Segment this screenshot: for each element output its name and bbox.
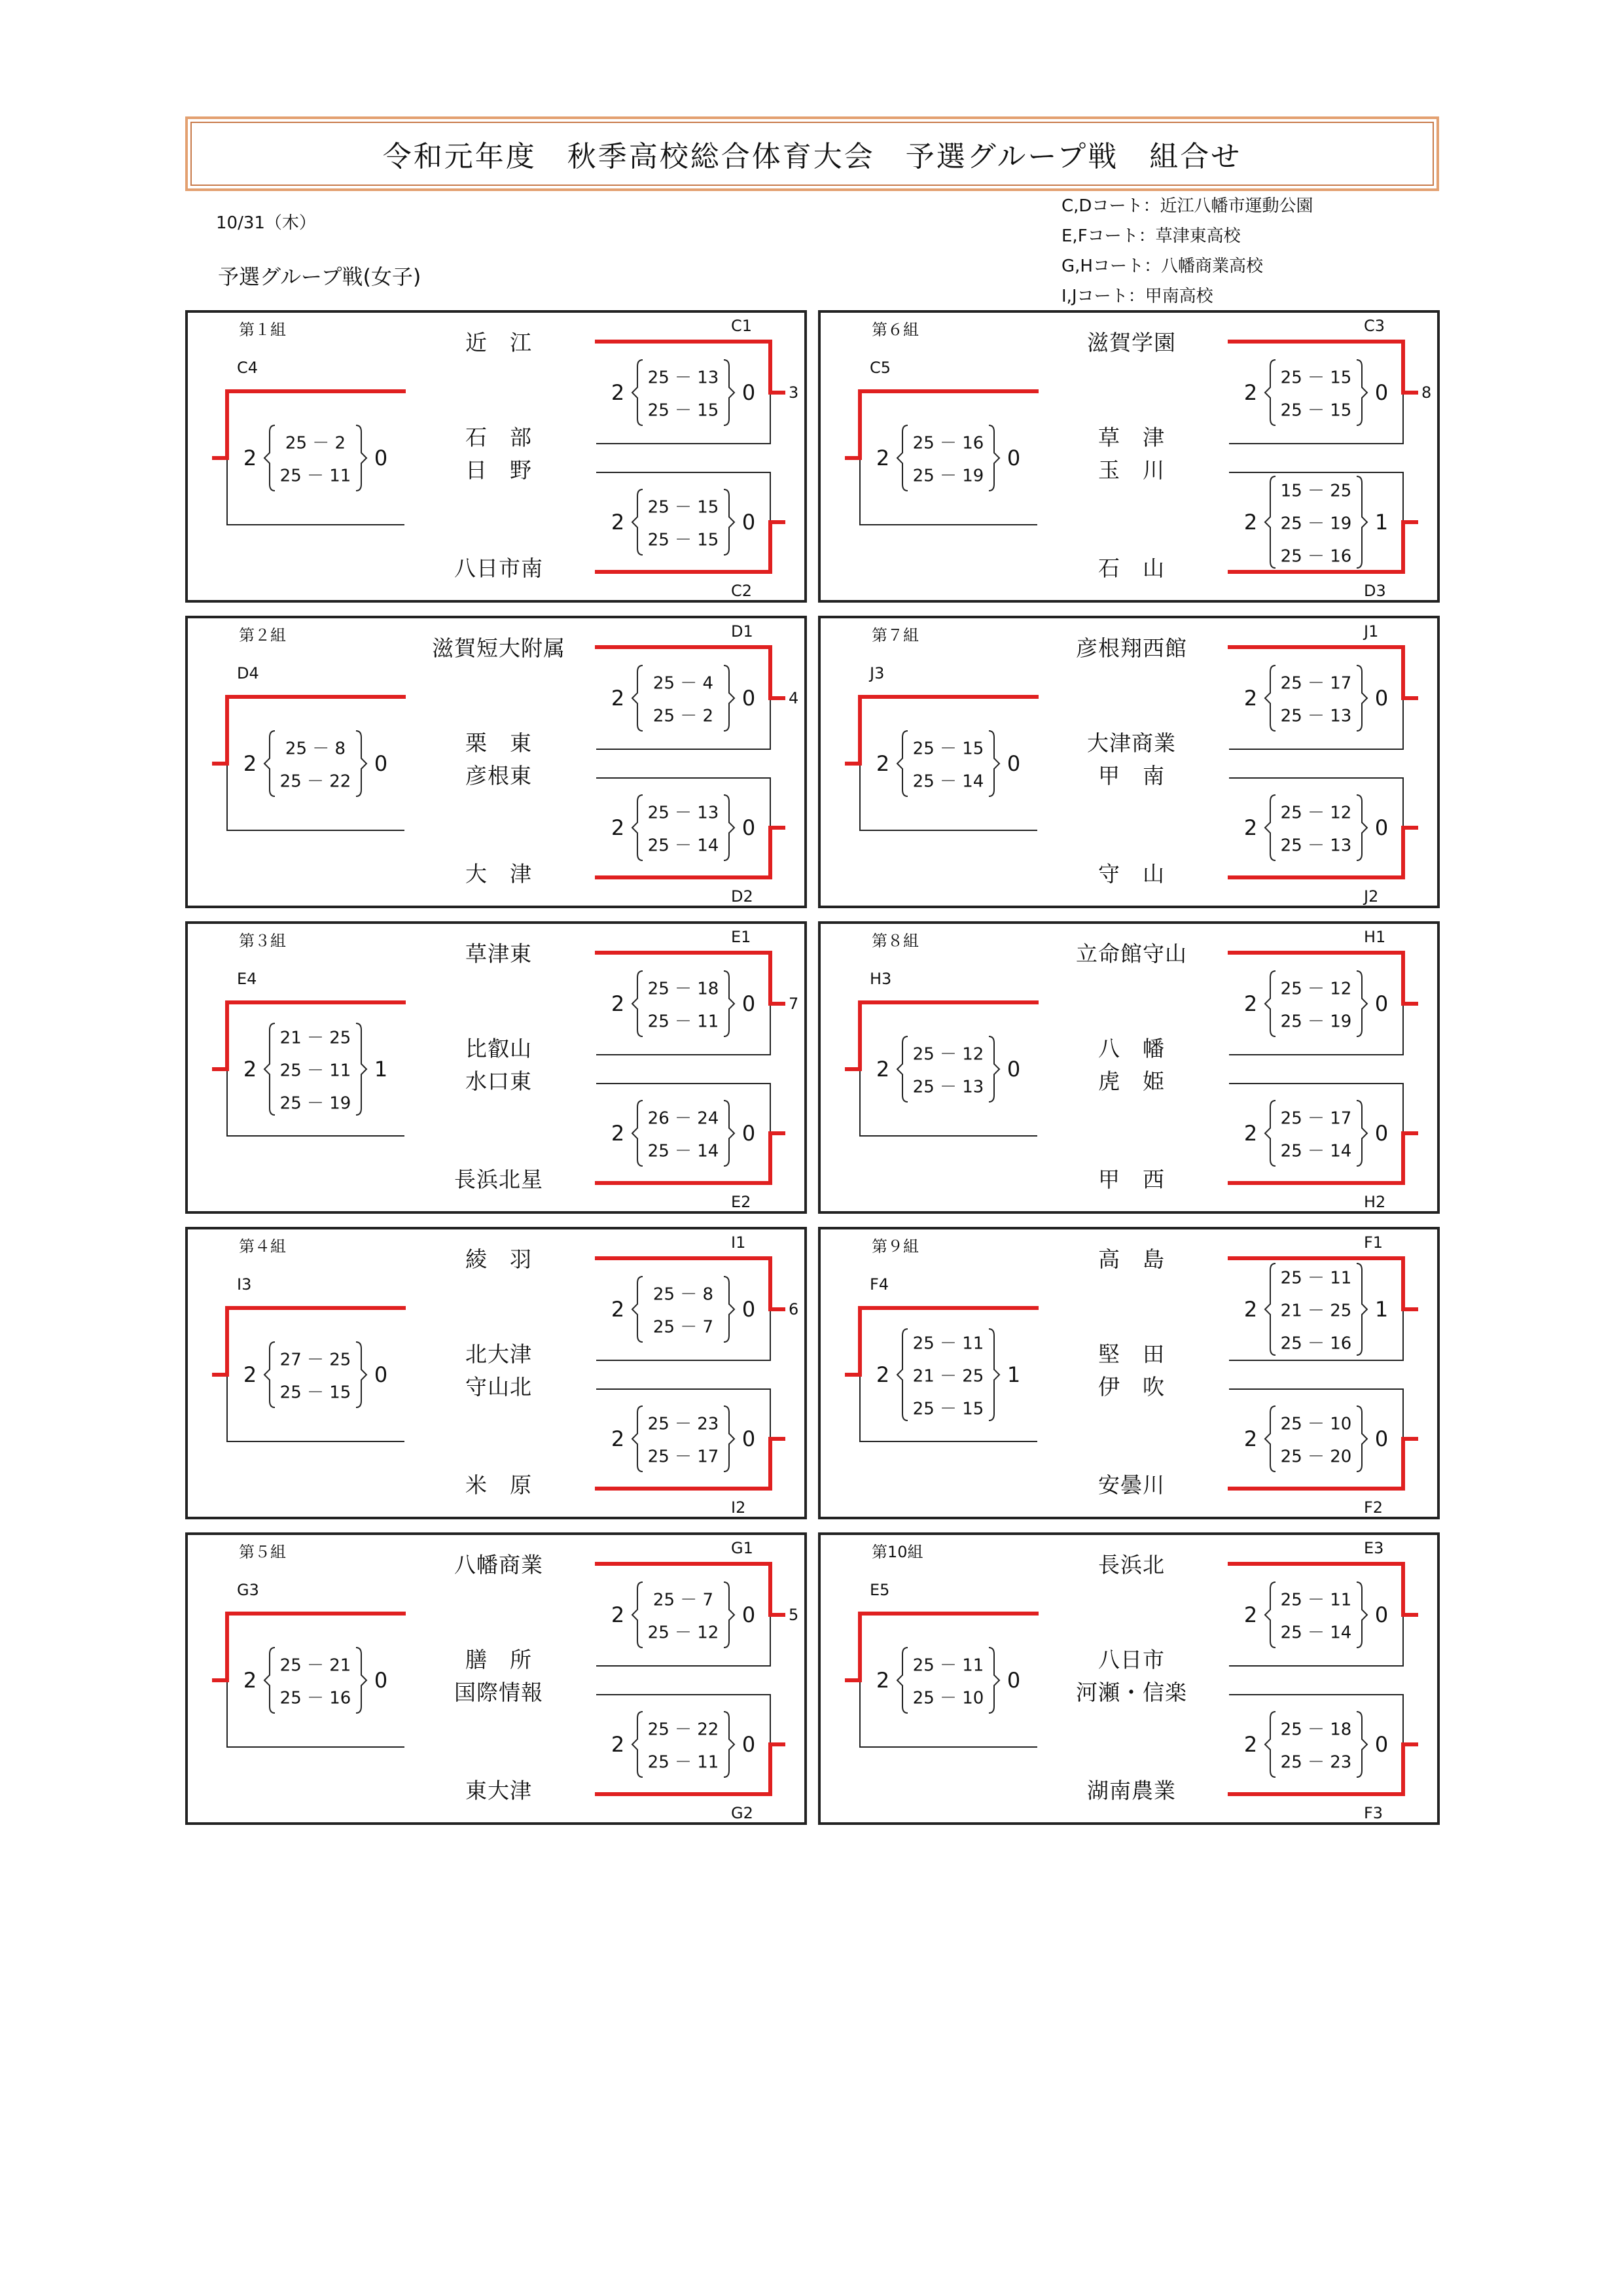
sets-won-a: 2 [1243,380,1258,405]
set-score: 25 － 20 [1280,1447,1352,1467]
team-name: 栗 東 [465,730,532,756]
sets-won-a: 2 [243,446,257,470]
brace-right [724,971,734,1036]
brace-left [264,425,275,491]
set-score: 25 － 13 [912,1077,984,1097]
court-match-label: C5 [870,359,891,377]
set-score: 21 － 25 [912,1366,984,1386]
team-name: 彦根東 [465,763,532,788]
team-name: 草津東 [465,941,532,966]
set-score: 25 － 22 [647,1720,719,1740]
brace-right [1357,1582,1367,1648]
brace-left [897,731,908,796]
brace-right [1357,1263,1367,1355]
sets-won-b: 0 [1007,1668,1021,1693]
sets-won-b: 0 [1374,991,1389,1016]
set-score: 25 － 8 [285,739,346,759]
court-line: G,Hコート：八幡商業高校 [1061,256,1263,276]
team-name: 伊 吹 [1098,1374,1165,1400]
group-label: 第９組 [872,1237,919,1256]
brace-right [1357,476,1367,568]
sets-won-b: 0 [1374,1426,1389,1451]
set-score: 25 － 18 [647,979,719,999]
title-box [185,116,1439,191]
set-score: 25 － 12 [1280,979,1352,999]
match-date: 10/31（木） [216,213,316,233]
group-box [185,1227,807,1519]
set-score: 25 － 11 [647,1752,719,1773]
court-match-label: D3 [1364,582,1386,600]
brace-right [1357,1101,1367,1166]
set-score: 25 － 11 [279,1061,351,1081]
group-label: 第３組 [239,932,286,950]
group-label: 第７組 [872,626,919,645]
sets-won-a: 2 [611,815,625,840]
sets-won-a: 2 [243,751,257,776]
group-label: 第４組 [239,1237,286,1256]
court-match-label: F1 [1364,1233,1383,1252]
sets-won-a: 2 [611,510,625,535]
brace-left [264,1648,275,1713]
sets-won-b: 1 [374,1057,388,1082]
sets-won-b: 0 [1374,815,1389,840]
set-score: 21 － 25 [279,1028,351,1048]
sets-won-b: 0 [374,751,388,776]
sets-won-b: 0 [741,1297,756,1322]
set-score: 25 － 7 [652,1590,714,1610]
page-title: 令和元年度 秋季高校総合体育大会 予選グループ戦 組合せ [382,140,1242,173]
sets-won-a: 2 [1243,1426,1258,1451]
sets-won-b: 0 [741,1121,756,1146]
brace-left [632,665,643,731]
brace-right [989,425,999,491]
set-score: 25 － 15 [647,497,719,518]
set-score: 25 － 14 [1280,1623,1352,1643]
brace-left [1265,1406,1275,1472]
sets-won-a: 2 [1243,1121,1258,1146]
court-match-label: G2 [731,1804,753,1822]
brace-left [632,360,643,425]
sets-won-a: 2 [611,1732,625,1757]
next-match-number: 8 [1421,383,1432,402]
set-score: 25 － 16 [1280,546,1352,567]
team-name: 虎 姫 [1098,1069,1165,1094]
team-name: 堅 田 [1098,1341,1165,1367]
set-score: 25 － 14 [1280,1141,1352,1161]
set-score: 25 － 16 [279,1688,351,1708]
court-match-label: H3 [870,970,892,988]
set-score: 25 － 2 [285,433,346,453]
set-score: 25 － 10 [912,1688,984,1708]
team-name: 安曇川 [1098,1472,1165,1498]
sets-won-a: 2 [1243,686,1258,711]
set-score: 25 － 2 [652,706,714,726]
group-box [818,616,1440,908]
next-match-number: 4 [789,689,799,707]
team-name: 八日市 [1098,1647,1165,1672]
set-score: 25 － 11 [1280,1268,1352,1288]
court-line: I,Jコート：甲南高校 [1061,287,1213,306]
team-name: 彦根翔西館 [1076,635,1187,661]
team-name: 米 原 [465,1472,532,1498]
set-score: 25 － 8 [652,1284,714,1305]
court-match-label: F2 [1364,1498,1383,1517]
next-match-number: 6 [789,1300,799,1318]
group-label: 第８組 [872,932,919,950]
group-label: 第５組 [239,1543,286,1561]
set-score: 25 － 11 [279,466,351,486]
set-score: 25 － 19 [1280,1012,1352,1032]
team-name: 国際情報 [454,1680,543,1705]
team-name: 河瀬・信楽 [1076,1680,1187,1705]
brace-left [632,489,643,555]
sets-won-a: 2 [1243,1732,1258,1757]
sets-won-b: 0 [1007,1057,1021,1082]
brace-right [989,731,999,796]
group-box [818,1227,1440,1519]
team-name: 立命館守山 [1076,941,1187,966]
sets-won-b: 0 [741,1602,756,1627]
sets-won-b: 1 [1374,1297,1389,1322]
set-score: 25 － 15 [647,400,719,421]
brace-right [724,1277,734,1342]
set-score: 25 － 12 [1280,803,1352,823]
brace-left [632,1712,643,1777]
set-score: 25 － 23 [647,1414,719,1434]
brace-left [264,1342,275,1407]
team-name: 長浜北星 [454,1167,543,1192]
court-line: C,Dコート：近江八幡市運動公園 [1061,196,1313,216]
sets-won-a: 2 [1243,510,1258,535]
sets-won-a: 2 [611,1602,625,1627]
court-match-label: E4 [237,970,257,988]
sets-won-b: 0 [374,1668,388,1693]
brace-right [724,665,734,731]
team-name: 草 津 [1098,425,1165,450]
set-score: 25 － 17 [647,1447,719,1467]
brace-left [897,1329,908,1421]
brace-right [356,425,366,491]
set-score: 25 － 13 [1280,706,1352,726]
sets-won-b: 0 [1374,1121,1389,1146]
sets-won-b: 1 [1374,510,1389,535]
brace-left [1265,360,1275,425]
set-score: 25 － 13 [647,803,719,823]
court-match-label: D4 [237,664,259,682]
brace-left [632,1277,643,1342]
sets-won-b: 0 [741,1732,756,1757]
court-match-label: C2 [731,582,753,600]
brace-left [1265,795,1275,860]
court-line: E,Fコート：草津東高校 [1061,226,1241,246]
set-score: 25 － 22 [279,771,351,792]
set-score: 25 － 15 [912,1399,984,1419]
team-name: 北大津 [465,1341,532,1367]
sets-won-a: 2 [1243,815,1258,840]
brace-right [989,1329,999,1421]
set-score: 25 － 11 [647,1012,719,1032]
brace-right [356,731,366,796]
sets-won-b: 0 [741,686,756,711]
sets-won-a: 2 [876,1362,890,1387]
court-match-label: E1 [731,928,751,946]
sets-won-b: 0 [374,446,388,470]
brace-left [1265,1101,1275,1166]
brace-left [1265,971,1275,1036]
court-match-label: I1 [731,1233,746,1252]
group-label: 第６組 [872,321,919,339]
brace-right [1357,795,1367,860]
set-score: 25 － 14 [647,836,719,856]
brace-right [724,1712,734,1777]
sets-won-a: 2 [876,1668,890,1693]
brace-right [1357,1406,1367,1472]
group-box [185,616,807,908]
court-match-label: F4 [870,1275,889,1294]
set-score: 25 － 14 [647,1141,719,1161]
brace-right [724,489,734,555]
sets-won-a: 2 [243,1362,257,1387]
sets-won-b: 0 [741,380,756,405]
sets-won-a: 2 [243,1668,257,1693]
set-score: 25 － 7 [652,1317,714,1337]
court-match-label: H2 [1364,1193,1386,1211]
team-name: 長浜北 [1098,1552,1165,1578]
next-match-number: 7 [789,995,799,1013]
court-match-label: E5 [870,1581,890,1599]
sets-won-b: 0 [1374,380,1389,405]
court-match-label: J1 [1364,622,1379,641]
next-match-number: 3 [789,383,799,402]
brace-right [1357,360,1367,425]
set-score: 25 － 19 [912,466,984,486]
team-name: 八 幡 [1098,1036,1165,1061]
sets-won-a: 2 [611,1297,625,1322]
court-match-label: F3 [1364,1804,1383,1822]
court-match-label: G1 [731,1539,753,1557]
sets-won-a: 2 [1243,1297,1258,1322]
sets-won-a: 2 [611,380,625,405]
court-match-label: I3 [237,1275,252,1294]
set-score: 15 － 25 [1280,481,1352,501]
next-match-number: 5 [789,1606,799,1624]
group-box [185,310,807,603]
group-label: 第10組 [872,1543,923,1561]
set-score: 25 － 15 [279,1383,351,1403]
brace-right [356,1648,366,1713]
set-score: 25 － 15 [912,739,984,759]
set-score: 25 － 10 [1280,1414,1352,1434]
court-list [1061,191,1313,311]
group-box [185,921,807,1214]
brace-left [632,1101,643,1166]
set-score: 25 － 15 [1280,400,1352,421]
sets-won-b: 0 [741,510,756,535]
brace-right [724,1582,734,1648]
brace-right [989,1648,999,1713]
group-label: 第２組 [239,626,286,645]
brace-right [356,1342,366,1407]
team-name: 湖南農業 [1087,1778,1176,1803]
brace-left [264,731,275,796]
court-match-label: G3 [237,1581,259,1599]
sets-won-a: 2 [1243,991,1258,1016]
set-score: 25 － 15 [647,530,719,550]
court-match-label: I2 [731,1498,746,1517]
sets-won-b: 0 [741,1426,756,1451]
sets-won-a: 2 [876,751,890,776]
court-match-label: D2 [731,887,753,906]
brace-left [897,1648,908,1713]
set-score: 25 － 21 [279,1655,351,1676]
set-score: 25 － 13 [647,368,719,388]
court-match-label: C3 [1364,317,1385,335]
team-name: 八日市南 [454,556,543,581]
sets-won-a: 2 [243,1057,257,1082]
sets-won-b: 0 [741,991,756,1016]
brace-left [632,795,643,860]
section-subtitle: 予選グループ戦(女子) [218,264,421,289]
court-match-label: C1 [731,317,753,335]
sets-won-a: 2 [611,686,625,711]
set-score: 25 － 11 [1280,1590,1352,1610]
sets-won-a: 2 [1243,1602,1258,1627]
team-name: 甲 南 [1098,763,1165,788]
team-name: 高 島 [1098,1246,1165,1272]
set-score: 26 － 24 [647,1108,719,1129]
set-score: 25 － 16 [912,433,984,453]
set-score: 25 － 18 [1280,1720,1352,1740]
set-score: 25 － 16 [1280,1333,1352,1354]
brace-right [724,795,734,860]
brace-left [632,971,643,1036]
team-name: 守山北 [465,1374,532,1400]
brace-right [724,360,734,425]
brace-left [632,1406,643,1472]
court-match-label: J3 [870,664,885,682]
sets-won-a: 2 [876,1057,890,1082]
sets-won-a: 2 [876,446,890,470]
set-score: 25 － 4 [652,673,714,694]
brace-right [989,1036,999,1102]
brace-left [264,1023,275,1115]
sets-won-b: 0 [1374,1602,1389,1627]
team-name: 石 部 [465,425,532,450]
brace-left [632,1582,643,1648]
team-name: 日 野 [465,457,532,483]
team-name: 大 津 [465,861,532,887]
set-score: 25 － 17 [1280,673,1352,694]
sets-won-b: 0 [1374,1732,1389,1757]
brace-left [1265,665,1275,731]
group-box [818,921,1440,1214]
group-box [818,310,1440,603]
brace-left [1265,1582,1275,1648]
set-score: 25 － 23 [1280,1752,1352,1773]
brace-right [356,1023,366,1115]
sets-won-a: 2 [611,1121,625,1146]
set-score: 27 － 25 [279,1350,351,1370]
court-match-label: E2 [731,1193,751,1211]
sets-won-b: 1 [1007,1362,1021,1387]
brace-left [1265,476,1275,568]
brace-left [897,425,908,491]
team-name: 膳 所 [465,1647,532,1672]
court-match-label: H1 [1364,928,1386,946]
brace-right [1357,971,1367,1036]
set-score: 21 － 25 [1280,1301,1352,1321]
team-name: 滋賀学園 [1087,330,1176,355]
team-name: 玉 川 [1098,457,1165,483]
brace-right [1357,665,1367,731]
sets-won-b: 0 [741,815,756,840]
court-match-label: J2 [1364,887,1379,906]
sets-won-a: 2 [611,991,625,1016]
set-score: 25 － 14 [912,771,984,792]
team-name: 東大津 [465,1778,532,1803]
team-name: 守 山 [1098,861,1165,887]
sets-won-a: 2 [611,1426,625,1451]
sets-won-b: 0 [374,1362,388,1387]
team-name: 滋賀短大附属 [432,635,565,661]
brace-right [724,1406,734,1472]
brace-left [1265,1712,1275,1777]
set-score: 25 － 13 [1280,836,1352,856]
group-box [185,1532,807,1825]
brace-left [1265,1263,1275,1355]
set-score: 25 － 15 [1280,368,1352,388]
court-match-label: C4 [237,359,259,377]
team-name: 綾 羽 [465,1246,532,1272]
set-score: 25 － 19 [279,1093,351,1114]
team-name: 甲 西 [1098,1167,1165,1192]
brace-right [1357,1712,1367,1777]
group-box [818,1532,1440,1825]
team-name: 八幡商業 [454,1552,543,1578]
set-score: 25 － 12 [647,1623,719,1643]
set-score: 25 － 11 [912,1333,984,1354]
set-score: 25 － 19 [1280,514,1352,534]
set-score: 25 － 17 [1280,1108,1352,1129]
court-match-label: D1 [731,622,753,641]
team-name: 水口東 [465,1069,532,1094]
sets-won-b: 0 [1007,446,1021,470]
sets-won-b: 0 [1007,751,1021,776]
set-score: 25 － 11 [912,1655,984,1676]
team-name: 大津商業 [1087,730,1176,756]
brace-right [724,1101,734,1166]
set-score: 25 － 12 [912,1044,984,1065]
team-name: 比叡山 [465,1036,532,1061]
court-match-label: E3 [1364,1539,1384,1557]
team-name: 石 山 [1098,556,1165,581]
group-label: 第１組 [239,321,286,339]
team-name: 近 江 [465,330,532,355]
brace-left [897,1036,908,1102]
sets-won-b: 0 [1374,686,1389,711]
